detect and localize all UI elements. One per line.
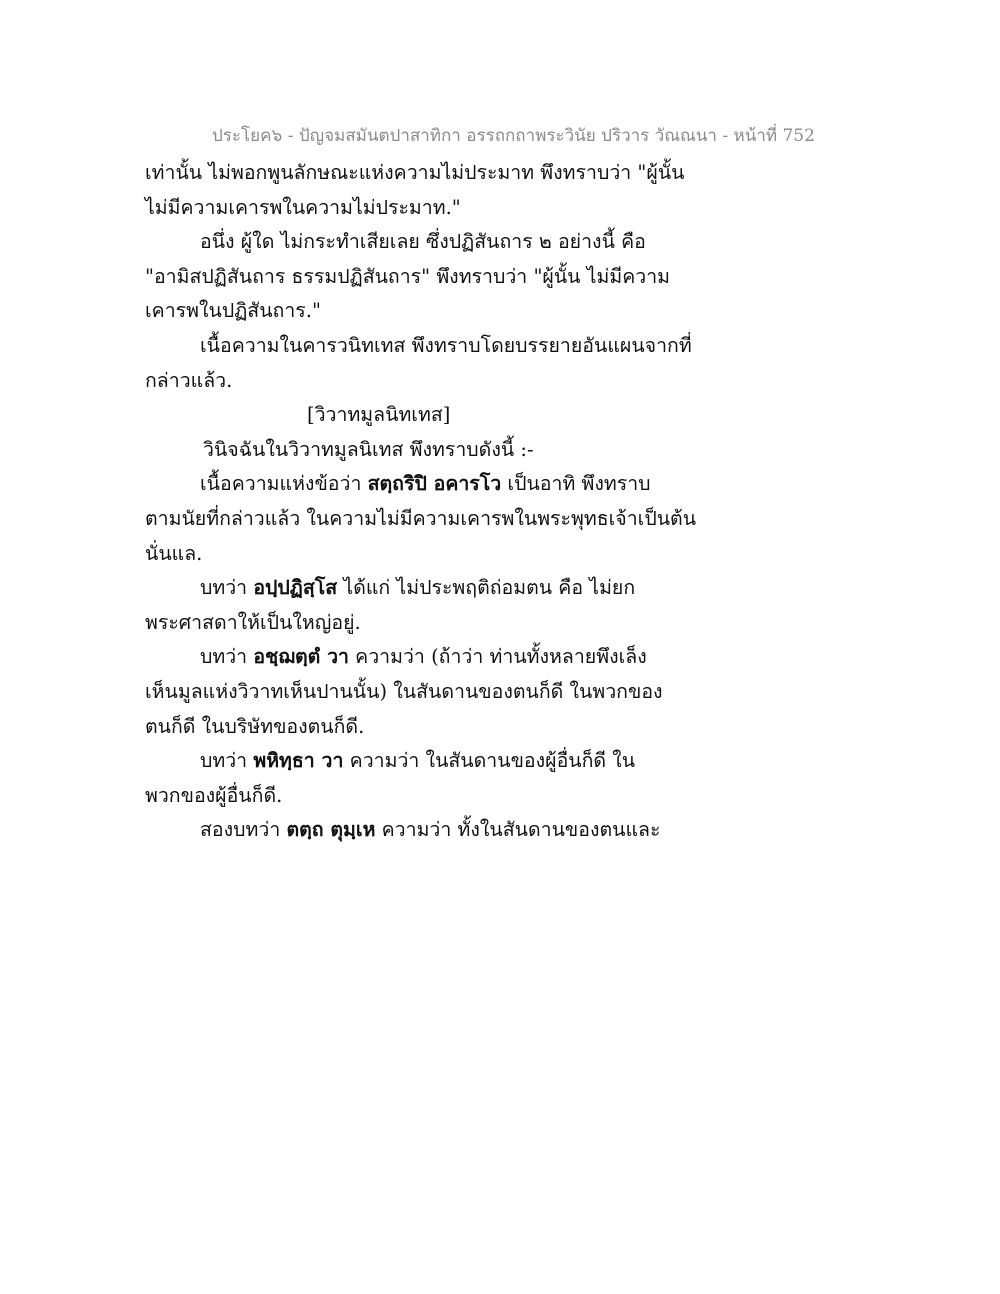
section-heading: [วิวาทมูลนิทเทส] [307, 403, 451, 427]
text-line: กล่าวแล้ว. [145, 368, 233, 392]
pali-term: สตฺถริปิ อคารโว [367, 472, 502, 496]
pali-term: ตตฺถ ตุมฺเห [286, 818, 376, 842]
text-segment: ได้แก่ ไม่ประพฤติถ่อมตน คือ ไม่ยก [337, 576, 636, 600]
text-segment: ความว่า ทั้งในสันดานของตนและ [375, 818, 661, 842]
text-line [145, 640, 705, 675]
text-segment: เป็นอาทิ พึงทราบ [501, 472, 651, 496]
pali-term: อชฺฌตฺตํ วา [253, 645, 349, 669]
text-segment: ความว่า (ถ้าว่า ท่านทั้งหลายพึงเล็ง [348, 645, 647, 669]
text-line: เท่านั้น ไม่พอกพูนลักษณะแห่งความไม่ประมาท พึงทราบว่า "ผู้นั้น [145, 161, 685, 184]
text-line: วินิจฉันในวิวาทมูลนิเทส พึงทราบดังนี้ :- [203, 437, 534, 461]
text-line: ตามนัยที่กล่าวแล้ว ในความไม่มีความเคารพในพระพุทธเจ้าเป็นต้น [145, 506, 697, 530]
body-text [145, 156, 705, 848]
pali-term: อปฺปฏิสฺโส [253, 576, 338, 600]
text-line [145, 571, 705, 606]
text-segment: บทว่า [200, 576, 254, 600]
text-line [145, 744, 705, 779]
text-line: เคารพในปฏิสันถาร." [145, 299, 321, 323]
text-line: พระศาสดาให้เป็นใหญ่อยู่. [145, 610, 361, 634]
text-line: เห็นมูลแห่งวิวาทเห็นปานนั้น) ในสันดานของตนก็ดี ในพวกของ [145, 679, 663, 703]
text-segment: สองบทว่า [200, 818, 287, 842]
pali-term: พหิทฺธา วา [253, 749, 344, 773]
text-segment: บทว่า [200, 749, 254, 773]
text-line [145, 467, 705, 502]
text-line [145, 813, 705, 848]
text-segment: บทว่า [200, 645, 254, 669]
text-line: นั่นแล. [145, 541, 203, 565]
text-line: อนึ่ง ผู้ใด ไม่กระทำเสียเลย ซึ่งปฏิสันถาร ๒ อย่างนี้ คือ [200, 230, 646, 254]
text-line: เนื้อความในคารวนิทเทส พึงทราบโดยบรรยายอันแผนจากที่ [200, 333, 692, 357]
text-segment: ความว่า ในสันดานของผู้อื่นก็ดี ใน [343, 749, 636, 773]
text-line: ตนก็ดี ในบริษัทของตนก็ดี. [145, 714, 365, 738]
text-line: พวกของผู้อื่นก็ดี. [145, 783, 283, 807]
text-line: ไม่มีความเคารพในความไม่ประมาท." [145, 195, 461, 219]
text-segment: เนื้อความแห่งข้อว่า [200, 472, 368, 496]
text-line: "อามิสปฏิสันถาร ธรรมปฏิสันถาร" พึงทราบว่า "ผู้นั้น ไม่มีความ [145, 264, 671, 288]
page-header: ประโยค๖ - ปัญจมสมันตปาสาทิกา อรรถกถาพระวินัย ปริวาร วัณณนา - หน้าที่ 752 [212, 126, 815, 146]
